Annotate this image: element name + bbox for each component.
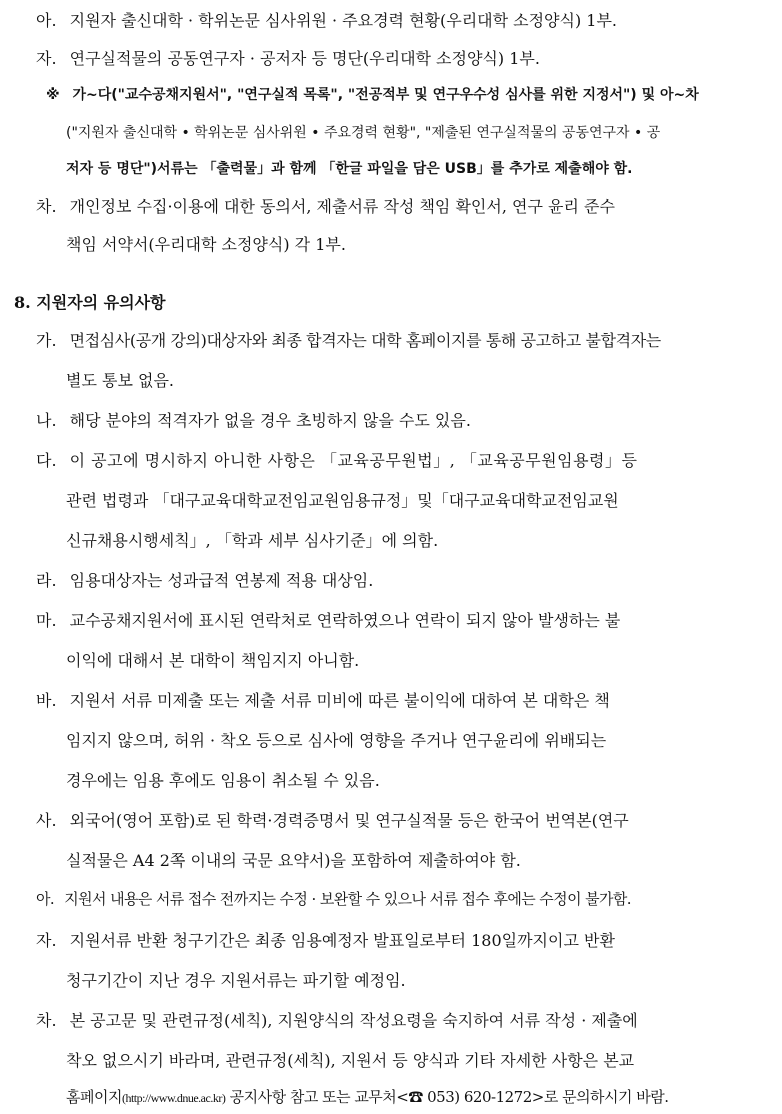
item-text: 임용대상자는 성과급적 연봉제 적용 대상임. (69, 571, 374, 590)
item-text: 이익에 대해서 본 대학이 책임지지 아니함. (66, 651, 360, 670)
item-marker: 라. (36, 571, 57, 590)
list-item (36, 448, 637, 471)
item-marker: 차. (36, 1011, 57, 1030)
item-marker: 아. (36, 890, 55, 908)
item-marker: 나. (36, 411, 57, 430)
list-item (36, 928, 615, 951)
item-text: 해당 분야의 적격자가 없을 경우 초빙하지 않을 수도 있음. (69, 411, 471, 430)
item-text: 개인정보 수집·이용에 대한 동의서, 제출서류 작성 책임 확인서, 연구 윤리 준수 (69, 197, 615, 216)
item-text: 신규채용시행세칙」, 「학과 세부 심사기준」에 의함. (66, 531, 439, 550)
item-text: 청구기간이 지난 경우 지원서류는 파기할 예정임. (66, 971, 406, 990)
list-item (36, 608, 620, 631)
note-line: ("지원자 출신대학 • 학위논문 심사위원 • 주요경력 현황", "제출된 연구실적물의 공동연구자 • 공 (66, 125, 661, 141)
list-item (36, 568, 373, 591)
list-item (36, 194, 615, 217)
item-marker: 아. (36, 11, 57, 30)
list-item (36, 8, 617, 31)
section-title: 8. 지원자의 유의사항 (14, 293, 166, 312)
item-marker: 사. (36, 811, 57, 830)
item-text: 실적물은 A4 2쪽 이내의 국문 요약서)을 포함하여 제출하여야 함. (66, 851, 521, 870)
item-marker: 자. (36, 49, 57, 68)
list-item (36, 46, 540, 69)
item-text: 면접심사(공개 강의)대상자와 최종 합격자는 대학 홈페이지를 통해 공고하고 불합격자는 (69, 331, 661, 350)
item-marker: 차. (36, 197, 57, 216)
list-item (36, 688, 610, 711)
item-text: 임지지 않으며, 허위 · 착오 등으로 심사에 영향을 주거나 연구윤리에 위배되는 (66, 731, 607, 750)
note-line (46, 84, 699, 104)
item-marker: 자. (36, 931, 57, 950)
list-item (36, 888, 631, 909)
item-text: 외국어(영어 포함)로 된 학력·경력증명서 및 연구실적물 등은 한국어 번역본(연구 (69, 811, 629, 830)
item-text: 교수공채지원서에 표시된 연락처로 연락하였으나 연락이 되지 않아 발생하는 불 (69, 611, 621, 630)
item-text: 착오 없으시기 바라며, 관련규정(세칙), 지원서 등 양식과 기타 자세한 사항은 본교 (66, 1051, 635, 1070)
note-symbol: ※ (46, 87, 60, 103)
item-text: 본 공고문 및 관련규정(세칙), 지원양식의 작성요령을 숙지하여 서류 작성 · 제출에 (69, 1011, 638, 1030)
item-text: 이 공고에 명시하지 아니한 사항은 「교육공무원법」, 「교육공무원임용령」등 (69, 451, 638, 470)
list-item (36, 328, 661, 351)
note-text: 가~다("교수공채지원서", "연구실적 목록", "전공적부 및 연구우수성 심사를 위한 지정서") 및 아~차 (72, 87, 699, 103)
item-text: 지원서 내용은 서류 접수 전까지는 수정 · 보완할 수 있으나 서류 접수 후에는 수정이 불가함. (64, 890, 631, 908)
item-marker: 바. (36, 691, 57, 710)
list-item (36, 1008, 638, 1031)
item-marker: 다. (36, 451, 57, 470)
item-text: 경우에는 임용 후에도 임용이 취소될 수 있음. (66, 771, 380, 790)
note-line: 저자 등 명단")서류는 「출력물」과 함께 「한글 파일을 담은 USB」를 추가로 제출해야 함. (66, 161, 633, 177)
item-text: 별도 통보 없음. (66, 371, 174, 390)
list-item (36, 808, 629, 831)
item-text: 지원서 서류 미제출 또는 제출 서류 미비에 따른 불이익에 대하여 본 대학은 책 (69, 691, 610, 710)
item-text-contact (66, 1086, 669, 1107)
item-marker: 마. (36, 611, 57, 630)
homepage-label: 홈페이지 (66, 1088, 122, 1106)
item-text: 관련 법령과 「대구교육대학교전임교원임용규정」및「대구교육대학교전임교원 (66, 491, 619, 510)
homepage-link[interactable]: (http://www.dnue.ac.kr) (121, 1091, 226, 1105)
item-text: 연구실적물의 공동연구자 · 공저자 등 명단(우리대학 소정양식) 1부. (69, 49, 540, 68)
contact-text: 공지사항 참고 또는 교무처<☎ 053) 620-1272>로 문의하시기 바람. (225, 1088, 669, 1106)
list-item (36, 408, 471, 431)
item-text: 지원서류 반환 청구기간은 최종 임용예정자 발표일로부터 180일까지이고 반환 (69, 931, 615, 950)
item-marker: 가. (36, 331, 57, 350)
item-text: 지원자 출신대학 · 학위논문 심사위원 · 주요경력 현황(우리대학 소정양식) 1부. (69, 11, 618, 30)
item-text: 책임 서약서(우리대학 소정양식) 각 1부. (66, 235, 346, 254)
